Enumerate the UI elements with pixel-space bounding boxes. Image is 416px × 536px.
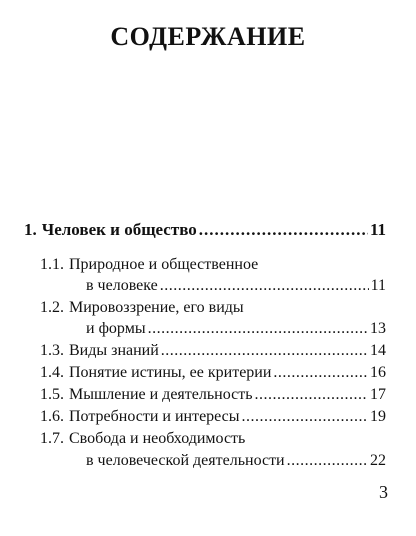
folio-page-number: 3 (379, 482, 388, 502)
section-number: 1.4. (40, 364, 64, 381)
dot-leader (255, 384, 369, 406)
dot-leader (160, 275, 369, 297)
dot-leader (199, 219, 368, 241)
section-title: Потребности и интересы (69, 408, 240, 425)
toc-entry-1-1-line2 (86, 275, 386, 297)
section-title-continued: и формы (86, 320, 146, 337)
toc-entry-1-7-line1 (40, 428, 390, 450)
page-number: 19 (370, 408, 386, 425)
page-number: 14 (370, 342, 386, 359)
section-title-continued: в человеке (86, 277, 158, 294)
toc-entry-1-7-line2 (86, 450, 386, 472)
chapter-number: 1. (24, 220, 37, 239)
dot-leader (287, 450, 368, 472)
page-number: 17 (370, 386, 386, 403)
page-number: 16 (370, 364, 386, 381)
section-number: 1.5. (40, 386, 64, 403)
section-number: 1.7. (40, 430, 64, 447)
toc-entry-1-2-line1 (40, 297, 390, 319)
dot-leader (148, 318, 368, 340)
toc-entry-1-5 (40, 384, 386, 406)
section-title: Мировоззрение, его виды (69, 299, 244, 316)
chapter-title: Человек и общество (41, 220, 197, 239)
section-title-continued: в человеческой деятельности (86, 452, 285, 469)
toc-entry-1-1-line1 (40, 254, 390, 276)
section-title: Свобода и необходимость (69, 430, 246, 447)
toc-entry-1-6 (40, 406, 386, 428)
toc-entry-1-2-line2 (86, 318, 386, 340)
section-number: 1.2. (40, 299, 64, 316)
toc-chapter-1 (24, 219, 386, 241)
page-title: СОДЕРЖАНИЕ (110, 22, 306, 51)
section-number: 1.1. (40, 256, 64, 273)
section-title: Природное и общественное (69, 256, 259, 273)
page-number: 11 (369, 220, 386, 239)
dot-leader (273, 362, 368, 384)
section-title: Мышление и деятельность (69, 386, 253, 403)
page-number: 22 (370, 452, 386, 469)
dot-leader (161, 340, 368, 362)
page-number: 13 (370, 320, 386, 337)
section-title: Понятие истины, ее критерии (69, 364, 272, 381)
dot-leader (242, 406, 368, 428)
toc-entry-1-3 (40, 340, 386, 362)
section-number: 1.3. (40, 342, 64, 359)
page-number: 11 (370, 277, 386, 294)
section-number: 1.6. (40, 408, 64, 425)
section-title: Виды знаний (69, 342, 159, 359)
toc-entry-1-4 (40, 362, 386, 384)
